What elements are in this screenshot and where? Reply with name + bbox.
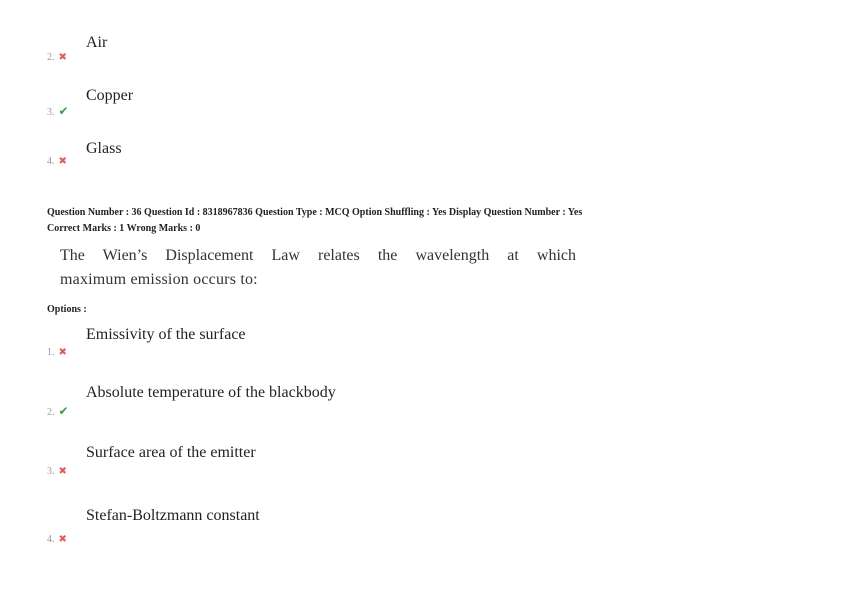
option-text: Surface area of the emitter	[86, 444, 256, 461]
checkmark-icon: ✔	[58, 404, 69, 418]
cross-icon: ✖	[58, 347, 67, 358]
question-text-line: The Wien’s Displacement Law relates the wavelength at which	[60, 247, 576, 264]
option-number	[47, 534, 67, 546]
question-text-line: maximum emission occurs to:	[60, 271, 258, 288]
cross-icon: ✖	[58, 52, 67, 63]
prev-option-number	[47, 105, 69, 119]
option-number-label: 4.	[47, 156, 55, 167]
question-text	[60, 244, 576, 292]
option-number-label: 2.	[47, 52, 55, 63]
option-text: Stefan-Boltzmann constant	[86, 507, 260, 524]
prev-option-text: Glass	[86, 140, 122, 157]
checkmark-icon: ✔	[58, 104, 69, 118]
prev-option-text: Copper	[86, 87, 134, 104]
options-label: Options :	[47, 304, 87, 315]
cross-icon: ✖	[58, 466, 67, 477]
question-meta-line: Question Number : 36 Question Id : 8318967836 Question Type : MCQ Option Shuffling : Yes Display Question Number : Yes	[47, 207, 583, 218]
prev-option-number	[47, 156, 67, 168]
prev-option-text: Air	[86, 34, 108, 51]
option-text: Emissivity of the surface	[86, 326, 246, 343]
cross-icon: ✖	[58, 534, 67, 545]
option-number	[47, 466, 67, 478]
option-number	[47, 347, 67, 359]
prev-option-number	[47, 52, 67, 64]
option-number	[47, 405, 69, 419]
option-number-label: 4.	[47, 534, 55, 545]
option-text: Absolute temperature of the blackbody	[86, 384, 336, 401]
option-number-label: 3.	[47, 107, 55, 118]
option-number-label: 1.	[47, 347, 55, 358]
option-number-label: 3.	[47, 466, 55, 477]
cross-icon: ✖	[58, 156, 67, 167]
question-marks-line: Correct Marks : 1 Wrong Marks : 0	[47, 223, 201, 234]
option-number-label: 2.	[47, 407, 55, 418]
